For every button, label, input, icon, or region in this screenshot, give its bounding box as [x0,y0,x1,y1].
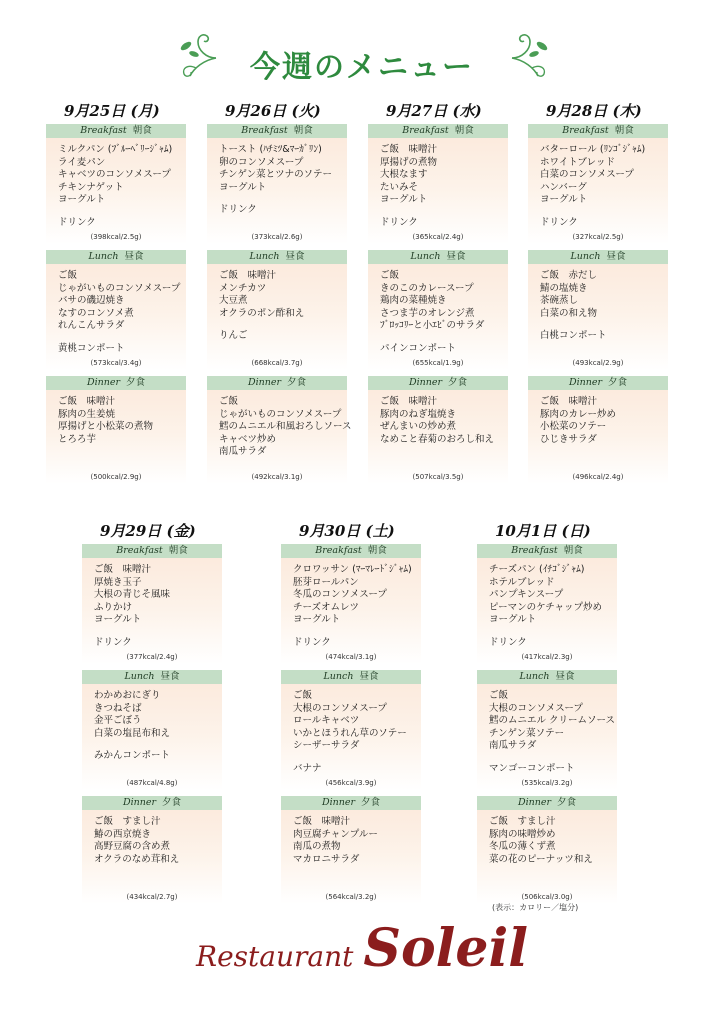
day-column [46,98,186,484]
menu-item: 白菜の和え物 [540,307,598,319]
meal-label-jp: 昼食 [555,671,575,682]
meal-label-en: Breakfast [80,125,127,136]
meal-header [281,796,421,810]
meal-label-en: Dinner [321,797,356,808]
menu-item: ご飯 味噌汁 [380,144,438,155]
meal-header [477,796,617,810]
meal-label-jp: 朝食 [293,125,313,136]
menu-item: なすのコンソメ煮 [58,307,134,319]
calorie-info: (327kcal/2.5g) [572,233,624,241]
meal-header [46,124,186,138]
meal-label-en: Lunch [249,251,280,262]
meal-label-en: Breakfast [511,545,558,556]
meal-dinner [477,796,617,904]
meal-label-jp: 夕食 [448,377,468,388]
calorie-info: (373kcal/2.6g) [251,233,303,241]
menu-item: ご飯 味噌汁 [293,816,351,827]
meal-label-en: Lunch [323,671,354,682]
menu-item: ご飯 [58,270,78,281]
menu-item: 豚肉のねぎ塩焼き [380,408,457,420]
menu-items [281,558,421,627]
calorie-info: (564kcal/3.2g) [325,893,377,901]
meal-header [528,250,668,264]
restaurant-logo [0,918,724,979]
meal-label-jp: 夕食 [557,797,577,808]
brand-name: Soleil [363,918,528,979]
meal-lunch [281,670,421,790]
menu-item: チーズパン (ｲﾁｺﾞｼﾞｬﾑ) [489,564,585,575]
menu-item: ヨーグルト [540,194,588,205]
calorie-info: (492kcal/3.1g) [251,473,303,481]
menu-item: 鱈のムニエル クリームソース [489,715,616,726]
calorie-info: (456kcal/3.9g) [325,779,377,787]
meal-breakfast [207,124,347,244]
menu-item: 鱈のムニエル和風おろしソース [219,421,352,432]
menu-item: ご飯 味噌汁 [94,564,152,575]
meal-label-en: Breakfast [562,125,609,136]
menu-item: 南瓜の煮物 [293,841,341,852]
menu-item: 茶碗蒸し [540,295,579,306]
calorie-info: (487kcal/4.8g) [126,779,178,787]
calorie-info: (434kcal/2.7g) [126,893,178,901]
menu-item: ヨーグルト [380,194,428,205]
meal-breakfast [528,124,668,244]
menu-item: 南瓜サラダ [219,446,267,457]
menu-item: 南瓜サラダ [489,740,537,751]
meal-label-en: Lunch [570,251,601,262]
meal-lunch [46,250,186,370]
menu-item: バサの磯辺焼き [58,295,125,306]
meal-breakfast [46,124,186,244]
calorie-info: (377kcal/2.4g) [126,653,178,661]
meal-label-jp: 昼食 [446,251,466,262]
day-column [528,98,668,484]
menu-item: ヨーグルト [489,614,537,625]
menu-item: マカロニサラダ [293,853,360,865]
day-date: 9月26日 (火) [225,102,321,120]
menu-item: 厚揚げと小松菜の煮物 [58,421,154,432]
menu-item: れんこんサラダ [58,320,125,331]
meal-label-en: Breakfast [315,545,362,556]
menu-item: ヨーグルト [293,614,341,625]
meal-header [46,250,186,264]
meal-label-en: Lunch [410,251,441,262]
menu-item: ヨーグルト [219,181,267,193]
meal-label-en: Dinner [122,797,157,808]
meal-label-jp: 夕食 [608,377,628,388]
menu-item: ご飯 味噌汁 [540,396,598,407]
menu-extra: りんご [219,330,248,341]
menu-item: 厚揚げの煮物 [380,156,438,168]
menu-item: 菜の花のピーナッツ和え [489,853,593,865]
menu-item: 卵のコンソメスープ [219,156,304,168]
menu-items [82,684,222,740]
meal-lunch [368,250,508,370]
meal-header [477,544,617,558]
day-date: 9月30日 (土) [299,522,395,540]
meal-header [528,124,668,138]
day-date: 9月25日 (月) [64,102,160,120]
menu-item: メンチカツ [219,282,267,294]
calorie-info: (668kcal/3.7g) [251,359,303,367]
calorie-info: (417kcal/2.3g) [521,653,573,661]
menu-items [528,264,668,320]
meal-lunch [82,670,222,790]
meal-header [207,376,347,390]
menu-items [368,390,508,446]
menu-item: ホワイトブレッド [540,156,615,168]
meal-lunch [477,670,617,790]
menu-item: チンゲン菜とツナのソテー [219,169,332,180]
meal-label-jp: 朝食 [367,545,387,556]
menu-items [46,138,186,207]
meal-label-en: Dinner [517,797,552,808]
menu-item: 冬瓜のコンソメスープ [293,589,387,600]
meal-header [207,250,347,264]
meal-label-jp: 夕食 [361,797,381,808]
meal-label-en: Breakfast [116,545,163,556]
menu-item: ご飯 [293,690,313,701]
menu-item: キャベツのコンソメスープ [58,169,171,180]
menu-items [528,390,668,446]
page-title: 今週のメニュー [250,50,474,85]
menu-items [82,810,222,866]
meal-label-jp: 昼食 [359,671,379,682]
menu-item: 豚肉の味噌炒め [489,828,556,840]
menu-item: 豚肉の生姜焼 [58,408,116,420]
calorie-info: (474kcal/3.1g) [325,653,377,661]
menu-item: キャベツ炒め [219,433,277,445]
day-column [82,518,222,904]
menu-items [477,558,617,627]
menu-items [368,138,508,207]
menu-item: 高野豆腐の含め煮 [94,841,171,852]
menu-item: ミルクパン (ﾌﾞﾙｰﾍﾞﾘｰｼﾞｬﾑ) [58,144,173,155]
meal-dinner [46,376,186,484]
menu-item: オクラのポン酢和え [219,307,305,319]
menu-item: ひじきサラダ [540,433,597,445]
menu-item: 大根の青じそ風味 [94,589,171,600]
menu-items [368,264,508,333]
calorie-info: (398kcal/2.5g) [90,233,142,241]
menu-item: じゃがいものコンソメスープ [219,408,342,420]
meal-label-jp: 夕食 [126,377,146,388]
day-date: 9月29日 (金) [100,522,196,540]
menu-extra: ドリンク [94,636,132,648]
menu-item: ふりかけ [94,601,133,613]
day-date: 9月27日 (水) [386,102,482,120]
menu-item: ピーマンのケチャップ炒め [489,601,602,613]
menu-item: 金平ごぼう [94,715,142,726]
menu-item: トースト (ﾊﾁﾐﾂ&ﾏｰｶﾞﾘﾝ) [219,144,322,155]
menu-extra: ドリンク [540,216,578,228]
menu-item: 白菜の塩昆布和え [94,727,171,739]
footer-note: (表示：カロリー／塩分) [492,903,579,912]
menu-item: 大根なます [380,169,428,180]
meal-label-jp: 昼食 [285,251,305,262]
meal-label-en: Breakfast [241,125,288,136]
meal-label-jp: 昼食 [124,251,144,262]
menu-items [528,138,668,207]
meal-lunch [207,250,347,370]
menu-item: ヨーグルト [94,614,142,625]
menu-items [207,264,347,320]
meal-breakfast [281,544,421,664]
meal-label-en: Lunch [124,671,155,682]
menu-extra: みかんコンポート [94,750,171,761]
calorie-info: (493kcal/2.9g) [572,359,624,367]
meal-label-en: Breakfast [402,125,449,136]
menu-items [477,810,617,866]
menu-items [46,390,186,446]
day-date: 10月1日 (日) [495,522,591,540]
menu-item: 白菜のコンソメスープ [540,169,634,180]
meal-label-jp: 朝食 [614,125,634,136]
meal-header [368,376,508,390]
menu-item: ﾌﾞﾛｯｺﾘｰと小ｴﾋﾞのサラダ [380,320,485,331]
menu-extra: ドリンク [293,636,331,648]
menu-items [281,684,421,753]
meal-label-en: Lunch [88,251,119,262]
menu-items [477,684,617,753]
menu-item: チーズオムレツ [293,601,360,613]
menu-items [281,810,421,866]
menu-item: 大根のコンソメスープ [293,702,387,714]
calorie-info: (365kcal/2.4g) [412,233,464,241]
day-column [207,98,352,484]
meal-label-en: Dinner [86,377,121,388]
calorie-info: (655kcal/1.9g) [412,359,464,367]
meal-header [368,124,508,138]
menu-item: さつま芋のオレンジ煮 [380,307,475,319]
menu-item: クロワッサン (ﾏｰﾏﾚｰﾄﾞｼﾞｬﾑ) [293,564,412,575]
menu-extra: ドリンク [489,636,527,648]
menu-item: チキンナゲット [58,181,124,193]
menu-item: シーザーサラダ [293,740,360,751]
menu-item: 冬瓜の薄くず煮 [489,841,556,852]
menu-item: 豚肉のカレー炒め [540,408,617,420]
day-column [281,518,421,904]
calorie-info: (500kcal/2.9g) [90,473,142,481]
meal-dinner [368,376,508,484]
menu-item: オクラのなめ茸和え [94,853,180,865]
menu-item: ご飯 [219,396,239,407]
meal-dinner [207,376,352,484]
menu-item: ご飯 味噌汁 [58,396,116,407]
menu-item: ご飯 すまし汁 [489,816,556,827]
meal-header [368,250,508,264]
calorie-info: (535kcal/3.2g) [521,779,573,787]
menu-extra: ドリンク [380,216,418,228]
menu-item: 大根のコンソメスープ [489,702,583,714]
menu-item: ライ麦パン [58,156,106,168]
meal-label-en: Dinner [408,377,443,388]
meal-label-jp: 朝食 [563,545,583,556]
calorie-info: (573kcal/3.4g) [90,359,142,367]
menu-item: じゃがいものコンソメスープ [58,282,181,294]
menu-item: ぜんまいの炒め煮 [380,421,457,432]
menu-item: ヨーグルト [58,194,106,205]
menu-items [46,264,186,333]
menu-extra: ドリンク [58,216,96,228]
meal-label-en: Dinner [247,377,282,388]
menu-item: なめこと春菊のおろし和え [380,433,495,445]
meal-header [207,124,347,138]
menu-item: バターロール (ﾘﾝｺﾞｼﾞｬﾑ) [540,144,646,155]
menu-item: きのこのカレースープ [380,282,474,294]
meal-label-jp: 夕食 [287,377,307,388]
menu-item: 鯖の塩焼き [540,282,588,294]
brand-restaurant: Restaurant [196,940,354,973]
menu-item: きつねそば [94,702,142,714]
menu-extra: 白桃コンポート [540,330,607,341]
menu-item: チンゲン菜ソテー [489,727,565,739]
right-flourish-icon [508,28,552,82]
menu-item: 厚焼き玉子 [94,576,142,588]
menu-item: ご飯 味噌汁 [380,396,438,407]
calorie-info: (506kcal/3.0g) [521,893,573,901]
calorie-info: (496kcal/2.4g) [572,473,624,481]
meal-header [281,544,421,558]
menu-item: パンプキンスープ [489,589,564,600]
meal-label-jp: 朝食 [168,545,188,556]
menu-item: ホテルブレッド [489,576,555,588]
header [0,28,724,88]
meal-header [82,796,222,810]
menu-item: 鰆の西京焼き [94,828,152,840]
meal-breakfast [368,124,508,244]
menu-item: とろろ芋 [58,433,97,445]
meal-label-jp: 夕食 [162,797,182,808]
menu-item: いかとほうれん草のソテー [293,727,407,739]
menu-item: ハンバーグ [540,181,587,193]
meal-header [82,670,222,684]
menu-items [207,390,352,459]
menu-extra: マンゴーコンポート [489,762,575,774]
menu-items [82,558,222,627]
menu-item: ご飯 [380,270,400,281]
meal-label-jp: 朝食 [454,125,474,136]
day-column [477,518,617,904]
meal-dinner [281,796,421,904]
meal-label-jp: 朝食 [132,125,152,136]
meal-breakfast [477,544,617,664]
menu-item: ご飯 赤だし [540,270,598,281]
menu-extra: パインコンポート [380,342,457,354]
menu-item: 肉豆腐チャンプルー [293,828,378,840]
meal-breakfast [82,544,222,664]
menu-extra: バナナ [293,762,322,774]
menu-extra: 黄桃コンポート [58,342,125,354]
day-date: 9月28日 (木) [546,102,642,120]
meal-header [82,544,222,558]
menu-item: ご飯 すまし汁 [94,816,161,827]
menu-item: 小松菜のソテー [540,421,607,432]
menu-item: ロールキャベツ [293,715,360,726]
meal-label-jp: 昼食 [606,251,626,262]
meal-header [477,670,617,684]
calorie-info: (507kcal/3.5g) [412,473,464,481]
menu-items [207,138,347,194]
meal-label-jp: 昼食 [160,671,180,682]
meal-header [46,376,186,390]
menu-item: 鶏肉の菜種焼き [380,295,447,306]
meal-dinner [528,376,668,484]
meal-lunch [528,250,668,370]
menu-item: ご飯 味噌汁 [219,270,277,281]
meal-label-en: Lunch [519,671,550,682]
menu-item: 大豆煮 [219,295,248,306]
menu-item: ご飯 [489,690,509,701]
menu-extra: ドリンク [219,204,257,215]
day-column [368,98,508,484]
menu-item: 胚芽ロールパン [293,576,359,588]
meal-header [281,670,421,684]
meal-dinner [82,796,222,904]
menu-item: わかめおにぎり [94,690,161,701]
menu-item: たいみそ [380,181,419,193]
meal-header [528,376,668,390]
meal-label-en: Dinner [568,377,603,388]
